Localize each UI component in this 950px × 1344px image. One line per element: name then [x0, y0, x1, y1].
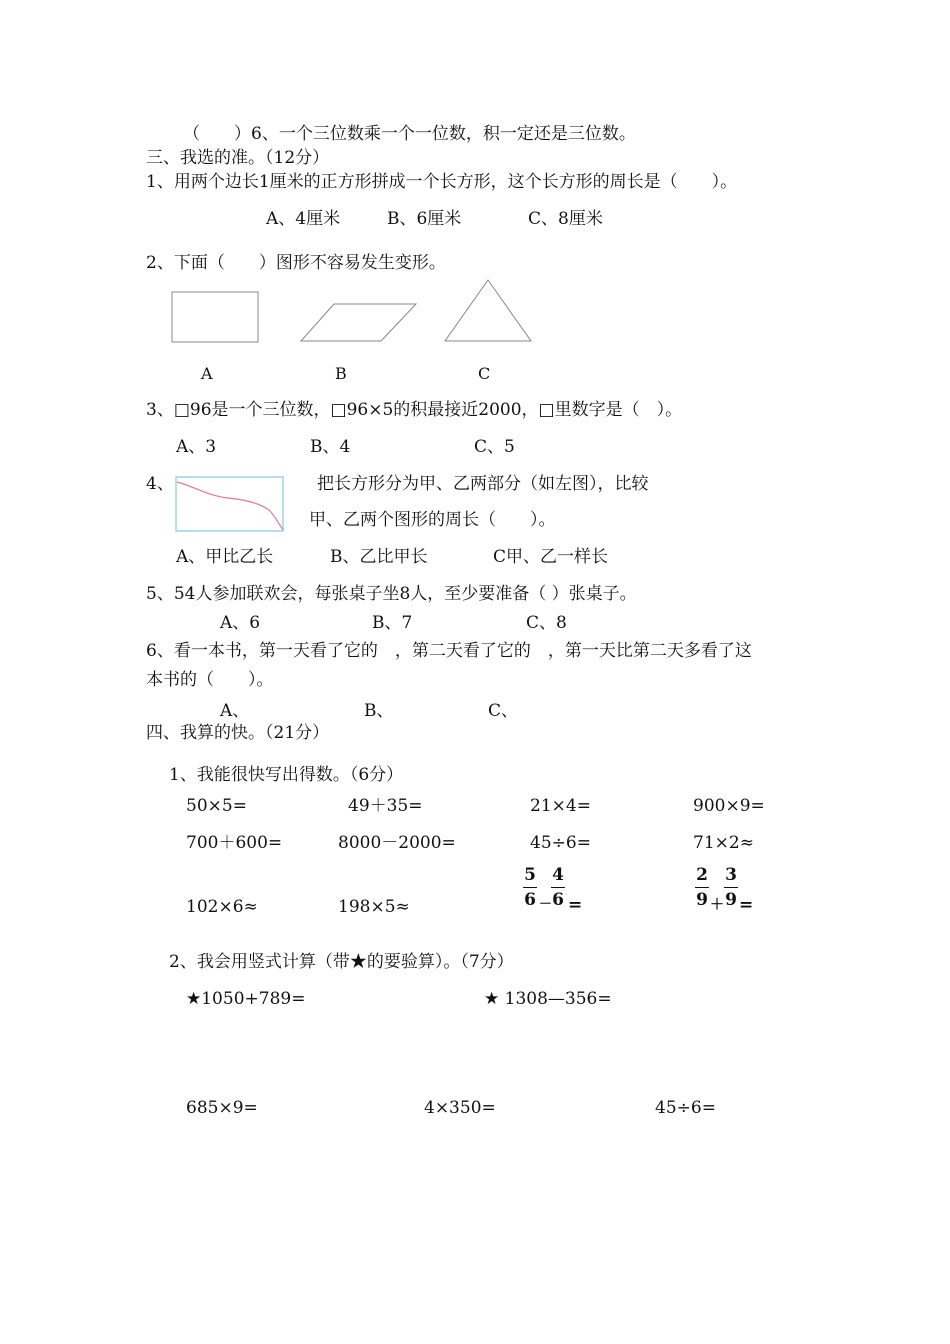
calc-102x6: 102×6≈	[186, 897, 258, 917]
calc-star-1308minus356: ★ 1308—356=	[484, 989, 612, 1009]
q6-option-b: B、	[364, 701, 394, 721]
q3-option-a: A、3	[176, 437, 217, 457]
calc-49plus35: 49＋35=	[348, 796, 423, 816]
q5-option-b: B、7	[372, 613, 413, 633]
calc-45div6-b: 45÷6=	[655, 1098, 716, 1118]
q1-text: 1、用两个边长1厘米的正方形拼成一个长方形，这个长方形的周长是（ ）。	[146, 172, 738, 192]
q2-label-c: C	[478, 364, 491, 383]
q4-figure	[173, 474, 287, 534]
q4-number: 4、	[146, 474, 174, 494]
calc-685x9: 685×9=	[186, 1098, 258, 1118]
prev-question: （ ）6、一个三位数乘一个一位数，积一定还是三位数。	[183, 124, 636, 144]
q5-option-a: A、6	[220, 613, 261, 633]
calc-900x9: 900×9=	[693, 796, 765, 816]
q4-option-c: C甲、乙一样长	[493, 547, 609, 567]
q6-option-c: C、	[488, 701, 519, 721]
calc-21x4: 21×4=	[530, 796, 591, 816]
calc-45div6: 45÷6=	[530, 833, 591, 853]
fraction-2-9: 2 9	[696, 865, 708, 910]
q2-shapes	[160, 275, 550, 350]
q4-rectangle	[176, 477, 283, 531]
q4-option-b: B、乙比甲长	[330, 547, 428, 567]
calc-71x2: 71×2≈	[693, 833, 754, 853]
q4-option-a: A、甲比乙长	[176, 547, 274, 567]
fraction-5-6: 5 6	[524, 865, 536, 910]
section4-heading: 四、我算的快。（21分）	[146, 723, 330, 743]
part2-title: 2、我会用竖式计算（带★的要验算）。（7分）	[169, 952, 514, 972]
q2-label-b: B	[335, 364, 347, 383]
q4-text-line2: 甲、乙两个图形的周长（ ）。	[309, 510, 556, 530]
q1-option-b: B、6厘米	[387, 209, 462, 229]
fraction-a-equals: =	[568, 895, 583, 915]
q4-text-line1: 把长方形分为甲、乙两部分（如左图），比较	[317, 474, 649, 494]
q2-text: 2、下面（ ）图形不容易发生变形。	[146, 253, 446, 273]
part1-title: 1、我能很快写出得数。（6分）	[169, 765, 404, 785]
calc-50x5: 50×5=	[186, 796, 247, 816]
calc-8000minus2000: 8000－2000=	[338, 833, 456, 853]
shape-parallelogram	[301, 304, 416, 341]
q1-option-c: C、8厘米	[528, 209, 603, 229]
calc-198x5: 198×5≈	[338, 897, 410, 917]
q5-text: 5、54人参加联欢会，每张桌子坐8人，至少要准备（ ）张桌子。	[146, 584, 637, 604]
q4-dividing-curve	[177, 482, 283, 530]
q6-text-line2: 本书的（ ）。	[146, 670, 274, 690]
shape-rectangle	[172, 292, 258, 342]
q2-label-a: A	[201, 364, 213, 383]
section3-heading: 三、我选的准。（12分）	[146, 148, 330, 168]
calc-star-1050plus789: ★1050+789=	[186, 989, 306, 1009]
q3-option-b: B、4	[310, 437, 351, 457]
fraction-a-operator: －	[539, 897, 553, 912]
q6-option-a: A、	[220, 701, 250, 721]
calc-4x350: 4×350=	[424, 1098, 496, 1118]
shape-triangle	[445, 280, 531, 341]
fraction-b-operator: ＋	[710, 897, 724, 913]
q6-text-line1: 6、看一本书，第一天看了它的 ，第二天看了它的 ，第一天比第二天多看了这	[146, 641, 752, 661]
fraction-b-equals: =	[739, 895, 754, 915]
fraction-4-6: 4 6	[552, 865, 564, 910]
q3-text: 3、□96是一个三位数，□96×5的积最接近2000，□里数字是（ ）。	[146, 400, 683, 420]
q5-option-c: C、8	[526, 613, 567, 633]
fraction-3-9: 3 9	[725, 865, 737, 910]
q3-option-c: C、5	[474, 437, 515, 457]
q1-option-a: A、4厘米	[266, 209, 341, 229]
calc-700plus600: 700＋600=	[186, 833, 283, 853]
